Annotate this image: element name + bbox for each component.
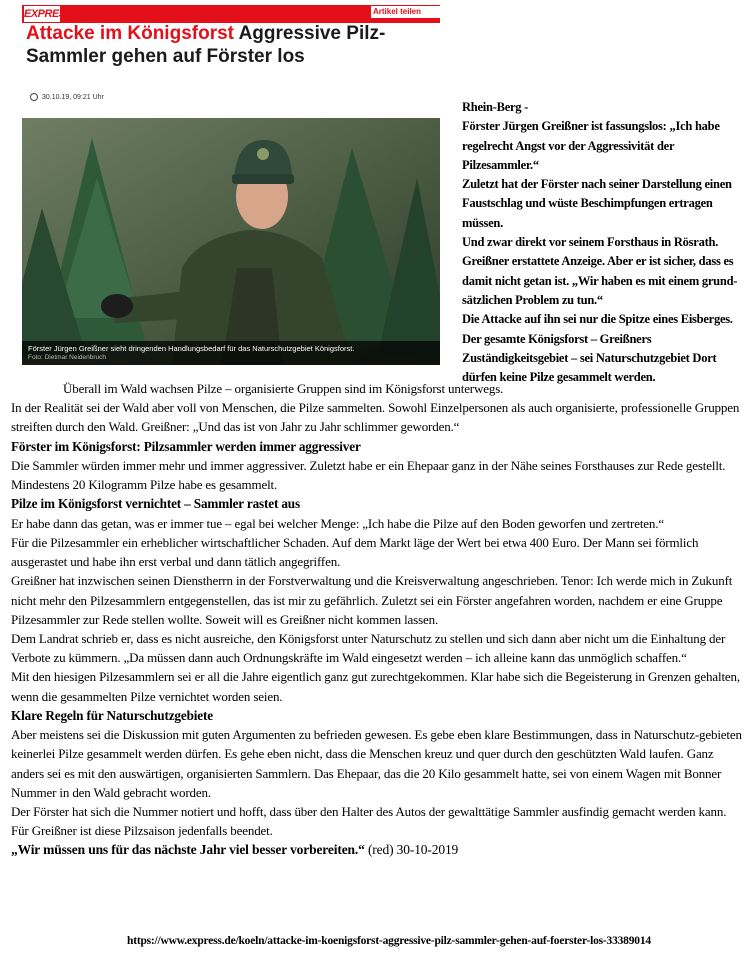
- body-paragraph: Er habe dann das getan, was er immer tue – egal bei welcher Menge: „Ich habe die Pilze auf den Boden geworfen und zertreten.“: [11, 515, 664, 531]
- side-column: [462, 98, 747, 387]
- section-heading: Förster im Königsforst: Pilzsammler werden immer aggressiver: [11, 438, 361, 454]
- side-paragraph: Der gesamte Königsforst – Greißners Zuständigkeitsgebiet – sei Naturschutzgebiet Dort dürfen keine Pilze gesammelt werden.: [462, 331, 717, 385]
- section-heading: Pilze im Königsforst vernichtet – Sammler rastet aus: [11, 496, 300, 512]
- share-article-button[interactable]: Artikel teilen: [371, 6, 441, 18]
- side-paragraph: Die Attacke auf ihn sei nur die Spitze eines Eisberges.: [462, 312, 733, 327]
- body-paragraph: Dem Landrat schrieb er, dass es nicht ausreiche, den Königsforst unter Naturschutz zu stellen und sich dann aber nicht um die Einhaltung der Verbote zu kümmern. „Da müssen dann auch Ordnungskräfte im Wald eingesetzt werden – ich alleine kann das unmöglich schaffen.“: [11, 631, 726, 666]
- body-paragraph: Der Förster hat sich die Nummer notiert und hofft, dass über den Halter des Autos der gewalttätige Sammler ausfindig gemacht werden kann. Für Greißner ist diese Pilzsaison jedenfalls beendet.: [11, 804, 727, 839]
- article-timestamp: [30, 93, 104, 101]
- closing-quote: [11, 840, 743, 859]
- dateline: Rhein-Berg -: [462, 100, 529, 114]
- article-headline: [26, 22, 446, 68]
- timestamp-text: 30.10.19, 09:21 Uhr: [42, 93, 104, 101]
- article-body: [11, 379, 743, 860]
- body-paragraph: Mit den hiesigen Pilzesammlern sei er all die Jahre eigentlich ganz gut zurechtgekommen. Klar habe sich die Begeisterung in Grenzen gehalten, wenn die gesammelten Pilze vernichtet worden seien.: [11, 669, 740, 704]
- body-paragraph: In der Realität sei der Wald aber voll von Menschen, die Pilze sammelten. Sowohl Einzelpersonen als auch organisierte, professionelle Gruppen streiften durch den Wald. Greißner: „Und das ist von Jahr zu Jahr schlimmer geworden.“: [11, 400, 740, 435]
- lead-paragraph: Überall im Wald wachsen Pilze – organisierte Gruppen sind im Königsforst unterwegs.: [63, 381, 504, 396]
- side-paragraph: Und zwar direkt vor seinem Forsthaus in Rösrath.: [462, 235, 719, 250]
- body-paragraph: Greißner hat inzwischen seinen Dienstherrn in der Forstverwaltung und die Kreisverwaltung angeschrieben. Tenor: Ich werde mich in Zukunft nicht mehr den Pilzesammlern entgegenstellen, das ist mir zu gefährlich. Zuletzt sei ein Förster angefahren worden, nachdem er eine Gruppe Pilzesammler zur Rede stellen wollte. Soweit will es Greißner nicht kommen lassen.: [11, 573, 733, 627]
- closing-quote-text: „Wir müssen uns für das nächste Jahr viel besser vorbereiten.“: [11, 842, 365, 858]
- photo-credit: Foto: Dietmar Neidenbruch: [28, 354, 107, 361]
- body-paragraph: Für die Pilzesammler ein erheblicher wirtschaftlicher Schaden. Auf dem Markt läge der Wert bei etwa 400 Euro. Der Mann sei förmlich ausgerastet und habe ihn erst verbal und dann tätlich angegriffen.: [11, 535, 699, 570]
- photo-caption: [22, 341, 440, 365]
- headline-kicker: Attacke im Königsforst: [26, 23, 234, 44]
- clock-icon: [30, 93, 38, 101]
- article-photo: [22, 118, 440, 365]
- caption-text: Förster Jürgen Greißner sieht dringenden Handlungsbedarf für das Naturschutzgebiet Königsforst.: [28, 344, 355, 353]
- source-url-link[interactable]: https://www.express.de/koeln/attacke-im-koenigsforst-aggressive-pilz-sammler-gehen-auf-foerster-los-33389014: [127, 935, 651, 947]
- forester-photo-illustration: [22, 118, 440, 365]
- body-paragraph: Die Sammler würden immer mehr und immer aggressiver. Zuletzt habe er ein Ehepaar ganz in der Nähe seines Forsthauses zur Rede gestellt. Mindestens 20 Kilogramm Pilze habe es gesammelt.: [11, 458, 726, 493]
- side-paragraph: Förster Jürgen Greißner ist fassungslos: „Ich habe regelrecht Angst vor der Aggressivität der Pilzesammler.“: [462, 119, 720, 172]
- express-logo[interactable]: EXPRESS: [24, 8, 73, 20]
- section-heading: Klare Regeln für Naturschutzgebiete: [11, 707, 213, 723]
- body-paragraph: Aber meistens sei die Diskussion mit guten Argumenten zu befrieden gewesen. Es gebe eben klare Bestimmungen, dass in Naturschutz-gebieten keinerlei Pilze gesammelt werden dürfen. Es gehe eben nicht, dass die Menschen kreuz und quer durch den geschützten Wald laufen. Ganz anders sei es mit den auswärtigen, organisierten Sammlern. Das Ehepaar, das die 20 Kilo gesammelt hatte, sei von einem Wagen mit Bonner Nummer in den Wald gebracht worden.: [11, 727, 742, 800]
- side-paragraph: Greißner erstattete Anzeige. Aber er ist sicher, dass es damit nicht getan ist. „Wir haben es mit einem grund-sätzlichen Problem zu tun.“: [462, 254, 738, 307]
- closing-signature: (red) 30-10-2019: [364, 842, 459, 858]
- headline-title: Aggressive Pilz-Sammler gehen auf Förster los: [26, 23, 386, 67]
- side-paragraph: Zuletzt hat der Förster nach seiner Darstellung einen Faustschlag und wüste Beschimpfungen ertragen müssen.: [462, 177, 732, 230]
